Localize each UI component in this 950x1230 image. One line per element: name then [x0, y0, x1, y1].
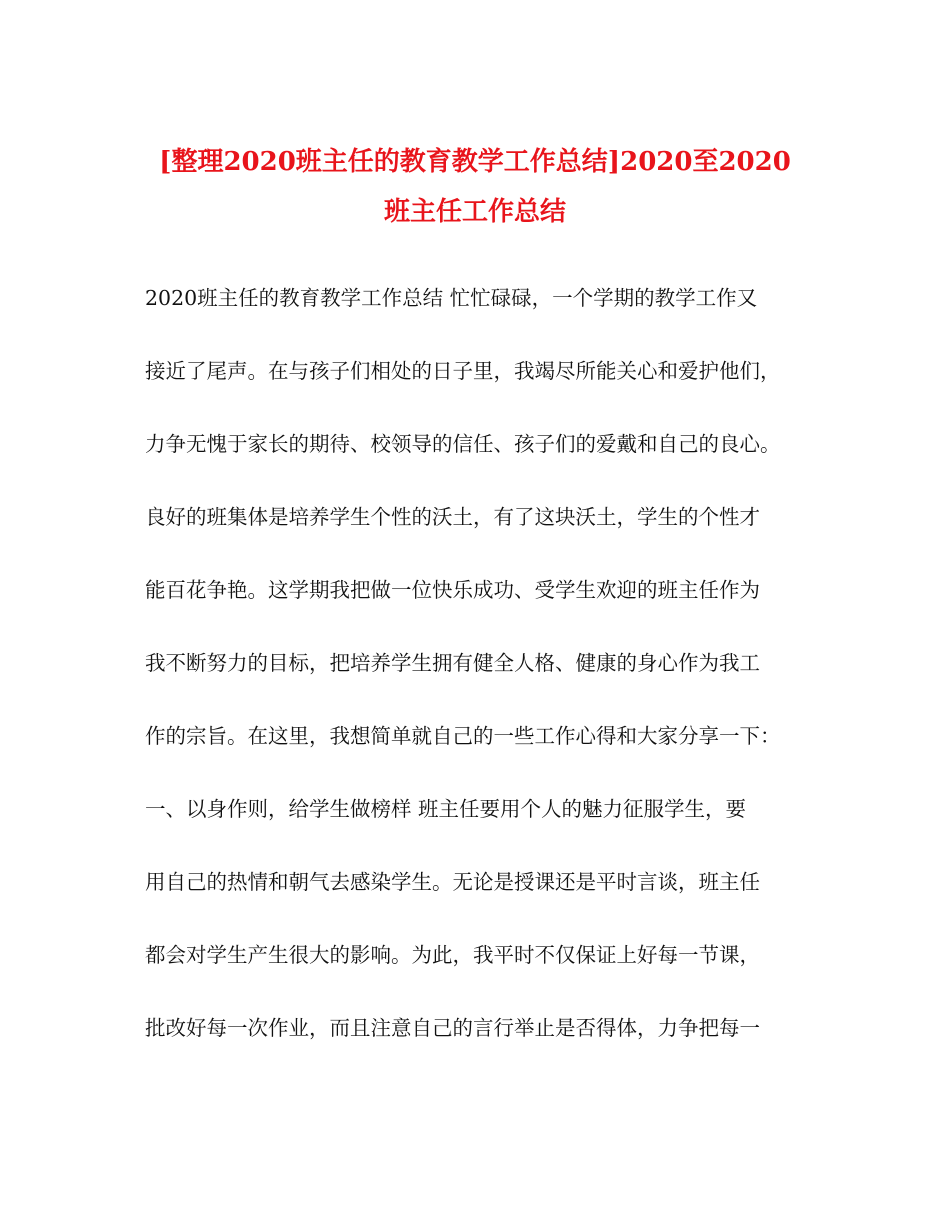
- body-text-line-5: 能百花争艳。这学期我把做一位快乐成功、受学生欢迎的班主任作为: [145, 578, 760, 602]
- body-text-line-6: 我不断努力的目标，把培养学生拥有健全人格、健康的身心作为我工: [145, 651, 760, 675]
- document-title-line-1: [整理2020班主任的教育教学工作总结]2020至2020: [159, 147, 791, 177]
- body-text-line-2: 接近了尾声。在与孩子们相处的日子里，我竭尽所能关心和爱护他们，: [145, 359, 781, 383]
- body-text-line-3: 力争无愧于家长的期待、校领导的信任、孩子们的爱戴和自己的良心。: [145, 432, 781, 456]
- body-text-line-8: 一、以身作则，给学生做榜样 班主任要用个人的魅力征服学生，要: [145, 797, 747, 821]
- body-text-line-10: 都会对学生产生很大的影响。为此，我平时不仅保证上好每一节课，: [145, 943, 760, 967]
- body-text-line-1: 2020班主任的教育教学工作总结 忙忙碌碌，一个学期的教学工作又: [145, 286, 758, 310]
- body-text-line-9: 用自己的热情和朝气去感染学生。无论是授课还是平时言谈，班主任: [145, 870, 760, 894]
- document-title-line-2: 班主任工作总结: [383, 197, 566, 227]
- body-text-line-11: 批改好每一次作业，而且注意自己的言行举止是否得体，力争把每一: [145, 1016, 760, 1040]
- body-text-line-7: 作的宗旨。在这里，我想简单就自己的一些工作心得和大家分享一下：: [145, 724, 781, 748]
- body-text-line-4: 良好的班集体是培养学生个性的沃土，有了这块沃土，学生的个性才: [145, 505, 760, 529]
